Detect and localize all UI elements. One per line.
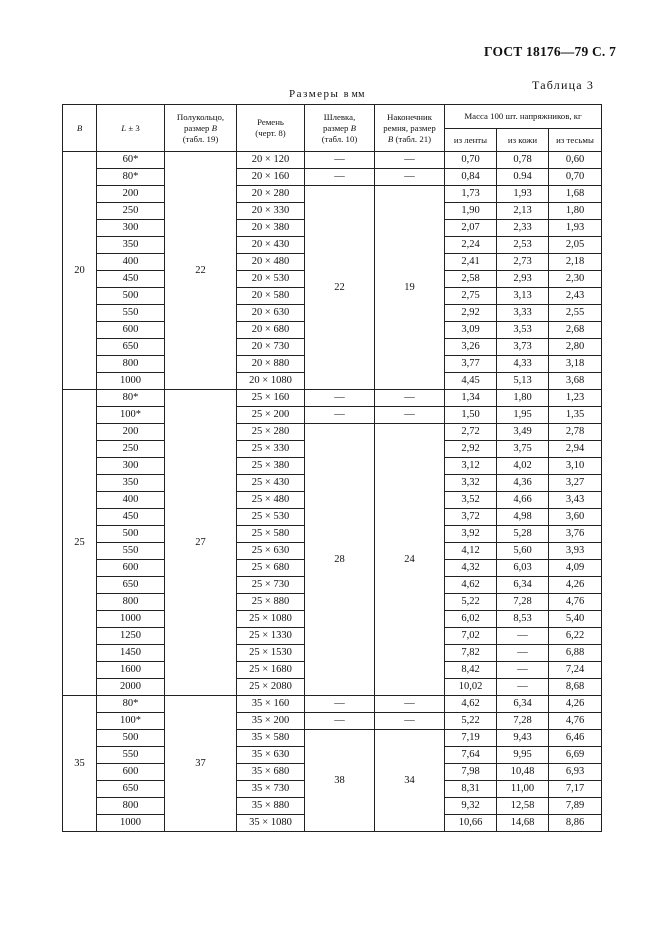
cell-l: 400 xyxy=(97,492,165,509)
cell-belt: 20 × 280 xyxy=(237,186,305,203)
cell-l: 1600 xyxy=(97,662,165,679)
cell-half-ring: 27 xyxy=(165,390,237,696)
cell-belt: 20 × 120 xyxy=(237,152,305,169)
cell-l: 1000 xyxy=(97,611,165,628)
cell-l: 200 xyxy=(97,186,165,203)
cell-mass-webbing: 8,68 xyxy=(549,679,602,696)
cell-mass-tape: 4,62 xyxy=(445,696,497,713)
cell-mass-webbing: 0,60 xyxy=(549,152,602,169)
cell-mass-leather: 4,66 xyxy=(497,492,549,509)
header-loop-line1: Шлевка, xyxy=(323,111,356,122)
cell-mass-webbing: 3,76 xyxy=(549,526,602,543)
header-half-ring-line3: (табл. 19) xyxy=(182,133,219,144)
cell-l: 650 xyxy=(97,781,165,798)
cell-belt: 25 × 730 xyxy=(237,577,305,594)
cell-mass-webbing: 4,26 xyxy=(549,696,602,713)
cell-mass-tape: 1,50 xyxy=(445,407,497,424)
cell-b: 20 xyxy=(63,152,97,390)
cell-half-ring: 37 xyxy=(165,696,237,832)
cell-mass-leather: — xyxy=(497,662,549,679)
cell-l: 250 xyxy=(97,441,165,458)
cell-l: 800 xyxy=(97,594,165,611)
cell-mass-webbing: 6,46 xyxy=(549,730,602,747)
cell-mass-webbing: 1,35 xyxy=(549,407,602,424)
cell-mass-tape: 4,45 xyxy=(445,373,497,390)
cell-mass-webbing: 4,26 xyxy=(549,577,602,594)
cell-tip: — xyxy=(375,713,445,730)
cell-mass-tape: 2,41 xyxy=(445,254,497,271)
cell-mass-webbing: 3,43 xyxy=(549,492,602,509)
cell-l: 600 xyxy=(97,322,165,339)
cell-l: 100* xyxy=(97,407,165,424)
cell-mass-tape: 3,72 xyxy=(445,509,497,526)
table-row xyxy=(63,713,602,730)
cell-belt: 25 × 480 xyxy=(237,492,305,509)
cell-belt: 20 × 680 xyxy=(237,322,305,339)
cell-l: 80* xyxy=(97,696,165,713)
cell-mass-webbing: 2,43 xyxy=(549,288,602,305)
cell-l: 300 xyxy=(97,220,165,237)
cell-mass-tape: 3,77 xyxy=(445,356,497,373)
header-tip-line1: Наконечник xyxy=(387,111,432,122)
table-row xyxy=(63,696,602,713)
cell-tip: — xyxy=(375,169,445,186)
cell-loop: 22 xyxy=(305,186,375,390)
cell-mass-tape: 3,32 xyxy=(445,475,497,492)
cell-mass-webbing: 4,76 xyxy=(549,594,602,611)
cell-l: 2000 xyxy=(97,679,165,696)
cell-belt: 35 × 580 xyxy=(237,730,305,747)
cell-mass-leather: 6,34 xyxy=(497,577,549,594)
cell-mass-webbing: 5,40 xyxy=(549,611,602,628)
table-row xyxy=(63,152,602,169)
cell-mass-tape: 2,24 xyxy=(445,237,497,254)
cell-belt: 25 × 1080 xyxy=(237,611,305,628)
cell-mass-tape: 6,02 xyxy=(445,611,497,628)
cell-mass-webbing: 1,80 xyxy=(549,203,602,220)
cell-mass-tape: 10,66 xyxy=(445,815,497,832)
cell-belt: 25 × 380 xyxy=(237,458,305,475)
cell-mass-leather: 7,28 xyxy=(497,594,549,611)
cell-belt: 25 × 2080 xyxy=(237,679,305,696)
cell-belt: 20 × 480 xyxy=(237,254,305,271)
header-tip-line3: (табл. 21) xyxy=(395,133,432,144)
cell-loop: — xyxy=(305,152,375,169)
cell-tip: 34 xyxy=(375,730,445,832)
cell-belt: 25 × 880 xyxy=(237,594,305,611)
cell-mass-tape: 2,58 xyxy=(445,271,497,288)
cell-l: 350 xyxy=(97,237,165,254)
cell-mass-leather: 7,28 xyxy=(497,713,549,730)
cell-mass-leather: 5,28 xyxy=(497,526,549,543)
cell-mass-leather: 0,78 xyxy=(497,152,549,169)
cell-mass-leather: 11,00 xyxy=(497,781,549,798)
cell-l: 1000 xyxy=(97,373,165,390)
cell-mass-webbing: 2,18 xyxy=(549,254,602,271)
cell-belt: 25 × 1680 xyxy=(237,662,305,679)
header-mass-leather: из кожи xyxy=(497,129,549,152)
cell-belt: 25 × 680 xyxy=(237,560,305,577)
cell-belt: 25 × 1330 xyxy=(237,628,305,645)
cell-mass-webbing: 0,70 xyxy=(549,169,602,186)
header-belt xyxy=(237,105,305,152)
cell-mass-leather: 4,98 xyxy=(497,509,549,526)
header-belt-line1: Ремень xyxy=(257,117,284,127)
cell-mass-leather: 3,75 xyxy=(497,441,549,458)
cell-mass-tape: 3,92 xyxy=(445,526,497,543)
cell-l: 800 xyxy=(97,798,165,815)
cell-mass-leather: 3,33 xyxy=(497,305,549,322)
header-half-ring-line2: размер xyxy=(183,122,210,133)
cell-mass-tape: 5,22 xyxy=(445,713,497,730)
cell-l: 650 xyxy=(97,577,165,594)
table-row xyxy=(63,390,602,407)
cell-belt: 35 × 880 xyxy=(237,798,305,815)
cell-mass-leather: 3,49 xyxy=(497,424,549,441)
cell-l: 450 xyxy=(97,509,165,526)
cell-mass-leather: 1,93 xyxy=(497,186,549,203)
cell-l: 1000 xyxy=(97,815,165,832)
cell-l: 450 xyxy=(97,271,165,288)
header-loop-line2: размер xyxy=(322,122,349,133)
cell-mass-tape: 2,07 xyxy=(445,220,497,237)
cell-mass-tape: 3,12 xyxy=(445,458,497,475)
cell-l: 1250 xyxy=(97,628,165,645)
cell-tip: — xyxy=(375,407,445,424)
cell-mass-leather: 2,93 xyxy=(497,271,549,288)
cell-tip: — xyxy=(375,152,445,169)
cell-belt: 35 × 160 xyxy=(237,696,305,713)
cell-l: 1450 xyxy=(97,645,165,662)
cell-mass-tape: 7,82 xyxy=(445,645,497,662)
cell-l: 500 xyxy=(97,526,165,543)
cell-mass-webbing: 2,94 xyxy=(549,441,602,458)
cell-mass-leather: 9,43 xyxy=(497,730,549,747)
cell-mass-tape: 10,02 xyxy=(445,679,497,696)
header-loop xyxy=(305,105,375,152)
cell-mass-leather: 5,13 xyxy=(497,373,549,390)
cell-mass-webbing: 2,68 xyxy=(549,322,602,339)
cell-mass-leather: 0.94 xyxy=(497,169,549,186)
cell-mass-tape: 4,12 xyxy=(445,543,497,560)
cell-belt: 25 × 430 xyxy=(237,475,305,492)
cell-belt: 20 × 880 xyxy=(237,356,305,373)
cell-l: 800 xyxy=(97,356,165,373)
header-loop-line3: (табл. 10) xyxy=(321,133,358,144)
cell-l: 500 xyxy=(97,288,165,305)
cell-b: 25 xyxy=(63,390,97,696)
cell-mass-tape: 3,09 xyxy=(445,322,497,339)
cell-mass-leather: 4,36 xyxy=(497,475,549,492)
cell-mass-webbing: 2,55 xyxy=(549,305,602,322)
cell-belt: 20 × 1080 xyxy=(237,373,305,390)
cell-mass-tape: 5,22 xyxy=(445,594,497,611)
cell-mass-tape: 7,19 xyxy=(445,730,497,747)
cell-loop: — xyxy=(305,407,375,424)
cell-belt: 25 × 630 xyxy=(237,543,305,560)
cell-loop: — xyxy=(305,696,375,713)
cell-l: 80* xyxy=(97,390,165,407)
cell-mass-leather: 14,68 xyxy=(497,815,549,832)
table-row xyxy=(63,169,602,186)
dimensions-caption-unit: в мм xyxy=(343,89,365,100)
cell-mass-tape: 9,32 xyxy=(445,798,497,815)
cell-tip: 24 xyxy=(375,424,445,696)
header-tip xyxy=(375,105,445,152)
cell-loop: — xyxy=(305,169,375,186)
cell-mass-tape: 1,34 xyxy=(445,390,497,407)
header-half-ring xyxy=(165,105,237,152)
table-number: Таблица 3 xyxy=(532,78,595,92)
cell-mass-tape: 7,64 xyxy=(445,747,497,764)
cell-mass-leather: 10,48 xyxy=(497,764,549,781)
header-l-symbol: L xyxy=(121,122,127,133)
cell-l: 600 xyxy=(97,560,165,577)
cell-mass-leather: 12,58 xyxy=(497,798,549,815)
cell-belt: 25 × 530 xyxy=(237,509,305,526)
cell-belt: 25 × 330 xyxy=(237,441,305,458)
cell-mass-leather: — xyxy=(497,645,549,662)
table-row xyxy=(63,424,602,441)
cell-mass-leather: 4,02 xyxy=(497,458,549,475)
cell-tip: 19 xyxy=(375,186,445,390)
cell-mass-webbing: 6,88 xyxy=(549,645,602,662)
cell-mass-webbing: 6,93 xyxy=(549,764,602,781)
table-body xyxy=(63,152,602,832)
cell-mass-leather: 2,73 xyxy=(497,254,549,271)
cell-mass-webbing: 2,78 xyxy=(549,424,602,441)
cell-l: 550 xyxy=(97,747,165,764)
cell-l: 550 xyxy=(97,543,165,560)
cell-mass-webbing: 3,27 xyxy=(549,475,602,492)
cell-mass-leather: 2,53 xyxy=(497,237,549,254)
cell-mass-leather: 6,03 xyxy=(497,560,549,577)
cell-mass-leather: — xyxy=(497,628,549,645)
cell-mass-tape: 1,73 xyxy=(445,186,497,203)
dimensions-caption-main: Размеры xyxy=(289,88,340,100)
table-row xyxy=(63,730,602,747)
cell-l: 200 xyxy=(97,424,165,441)
cell-belt: 35 × 730 xyxy=(237,781,305,798)
cell-mass-webbing: 3,10 xyxy=(549,458,602,475)
cell-l: 80* xyxy=(97,169,165,186)
cell-mass-tape: 2,72 xyxy=(445,424,497,441)
cell-mass-webbing: 6,69 xyxy=(549,747,602,764)
cell-mass-webbing: 3,93 xyxy=(549,543,602,560)
header-mass-tape: из ленты xyxy=(445,129,497,152)
cell-mass-leather: 9,95 xyxy=(497,747,549,764)
table-row xyxy=(63,407,602,424)
cell-l: 60* xyxy=(97,152,165,169)
cell-belt: 20 × 730 xyxy=(237,339,305,356)
dimensions-caption xyxy=(289,88,365,100)
cell-mass-tape: 3,52 xyxy=(445,492,497,509)
cell-mass-tape: 0,84 xyxy=(445,169,497,186)
cell-mass-webbing: 7,24 xyxy=(549,662,602,679)
cell-loop: 38 xyxy=(305,730,375,832)
cell-belt: 35 × 200 xyxy=(237,713,305,730)
header-mass-group: Масса 100 шт. напряжников, кг xyxy=(445,105,602,129)
cell-mass-leather: 4,33 xyxy=(497,356,549,373)
cell-mass-webbing: 6,22 xyxy=(549,628,602,645)
header-half-ring-line1: Полукольцо, xyxy=(176,111,225,122)
cell-belt: 25 × 200 xyxy=(237,407,305,424)
cell-mass-webbing: 3,18 xyxy=(549,356,602,373)
document-code: ГОСТ 18176—79 С. 7 xyxy=(484,44,617,59)
cell-mass-webbing: 1,93 xyxy=(549,220,602,237)
cell-belt: 20 × 630 xyxy=(237,305,305,322)
cell-mass-tape: 4,62 xyxy=(445,577,497,594)
cell-belt: 35 × 680 xyxy=(237,764,305,781)
cell-belt: 20 × 330 xyxy=(237,203,305,220)
table-row xyxy=(63,186,602,203)
cell-half-ring: 22 xyxy=(165,152,237,390)
cell-mass-webbing: 2,80 xyxy=(549,339,602,356)
header-tip-line2: ремня, размер xyxy=(383,122,436,133)
cell-mass-leather: 1,95 xyxy=(497,407,549,424)
cell-loop: 28 xyxy=(305,424,375,696)
header-tip-symbol: B xyxy=(387,133,394,144)
cell-mass-tape: 2,92 xyxy=(445,305,497,322)
cell-belt: 25 × 160 xyxy=(237,390,305,407)
cell-mass-webbing: 2,30 xyxy=(549,271,602,288)
cell-tip: — xyxy=(375,696,445,713)
cell-belt: 35 × 630 xyxy=(237,747,305,764)
cell-mass-leather: — xyxy=(497,679,549,696)
table-header xyxy=(63,105,602,152)
cell-l: 250 xyxy=(97,203,165,220)
cell-l: 600 xyxy=(97,764,165,781)
cell-mass-leather: 3,53 xyxy=(497,322,549,339)
cell-tip: — xyxy=(375,390,445,407)
cell-mass-tape: 1,90 xyxy=(445,203,497,220)
cell-mass-webbing: 3,68 xyxy=(549,373,602,390)
cell-l: 550 xyxy=(97,305,165,322)
header-belt-line2: (черт. 8) xyxy=(255,128,286,138)
cell-loop: — xyxy=(305,713,375,730)
cell-belt: 20 × 430 xyxy=(237,237,305,254)
cell-mass-webbing: 7,17 xyxy=(549,781,602,798)
cell-mass-webbing: 3,60 xyxy=(549,509,602,526)
cell-mass-tape: 7,02 xyxy=(445,628,497,645)
header-half-ring-symbol: B xyxy=(211,122,218,133)
cell-b: 35 xyxy=(63,696,97,832)
header-l-tolerance: ± 3 xyxy=(128,122,140,133)
cell-mass-tape: 8,42 xyxy=(445,662,497,679)
cell-l: 350 xyxy=(97,475,165,492)
cell-belt: 20 × 160 xyxy=(237,169,305,186)
cell-l: 500 xyxy=(97,730,165,747)
cell-mass-leather: 3,13 xyxy=(497,288,549,305)
header-l xyxy=(97,105,165,152)
cell-mass-tape: 0,70 xyxy=(445,152,497,169)
cell-belt: 20 × 580 xyxy=(237,288,305,305)
cell-belt: 35 × 1080 xyxy=(237,815,305,832)
cell-mass-webbing: 1,23 xyxy=(549,390,602,407)
cell-l: 300 xyxy=(97,458,165,475)
cell-belt: 20 × 380 xyxy=(237,220,305,237)
cell-mass-webbing: 4,76 xyxy=(549,713,602,730)
cell-mass-tape: 3,26 xyxy=(445,339,497,356)
cell-l: 100* xyxy=(97,713,165,730)
cell-mass-webbing: 1,68 xyxy=(549,186,602,203)
cell-mass-leather: 2,33 xyxy=(497,220,549,237)
cell-mass-webbing: 7,89 xyxy=(549,798,602,815)
cell-l: 400 xyxy=(97,254,165,271)
cell-mass-tape: 4,32 xyxy=(445,560,497,577)
cell-belt: 20 × 530 xyxy=(237,271,305,288)
cell-belt: 25 × 580 xyxy=(237,526,305,543)
dimensions-table xyxy=(62,104,602,832)
cell-mass-tape: 7,98 xyxy=(445,764,497,781)
cell-mass-webbing: 4,09 xyxy=(549,560,602,577)
cell-loop: — xyxy=(305,390,375,407)
header-loop-symbol: B xyxy=(350,122,357,133)
cell-mass-leather: 5,60 xyxy=(497,543,549,560)
cell-l: 650 xyxy=(97,339,165,356)
cell-mass-leather: 8,53 xyxy=(497,611,549,628)
cell-mass-webbing: 2,05 xyxy=(549,237,602,254)
cell-mass-tape: 2,75 xyxy=(445,288,497,305)
cell-mass-leather: 3,73 xyxy=(497,339,549,356)
cell-mass-webbing: 8,86 xyxy=(549,815,602,832)
cell-belt: 25 × 280 xyxy=(237,424,305,441)
cell-belt: 25 × 1530 xyxy=(237,645,305,662)
cell-mass-tape: 8,31 xyxy=(445,781,497,798)
cell-mass-leather: 6,34 xyxy=(497,696,549,713)
cell-mass-leather: 1,80 xyxy=(497,390,549,407)
cell-mass-leather: 2,13 xyxy=(497,203,549,220)
header-b: B xyxy=(63,105,97,152)
header-mass-webbing: из тесьмы xyxy=(549,129,602,152)
cell-mass-tape: 2,92 xyxy=(445,441,497,458)
